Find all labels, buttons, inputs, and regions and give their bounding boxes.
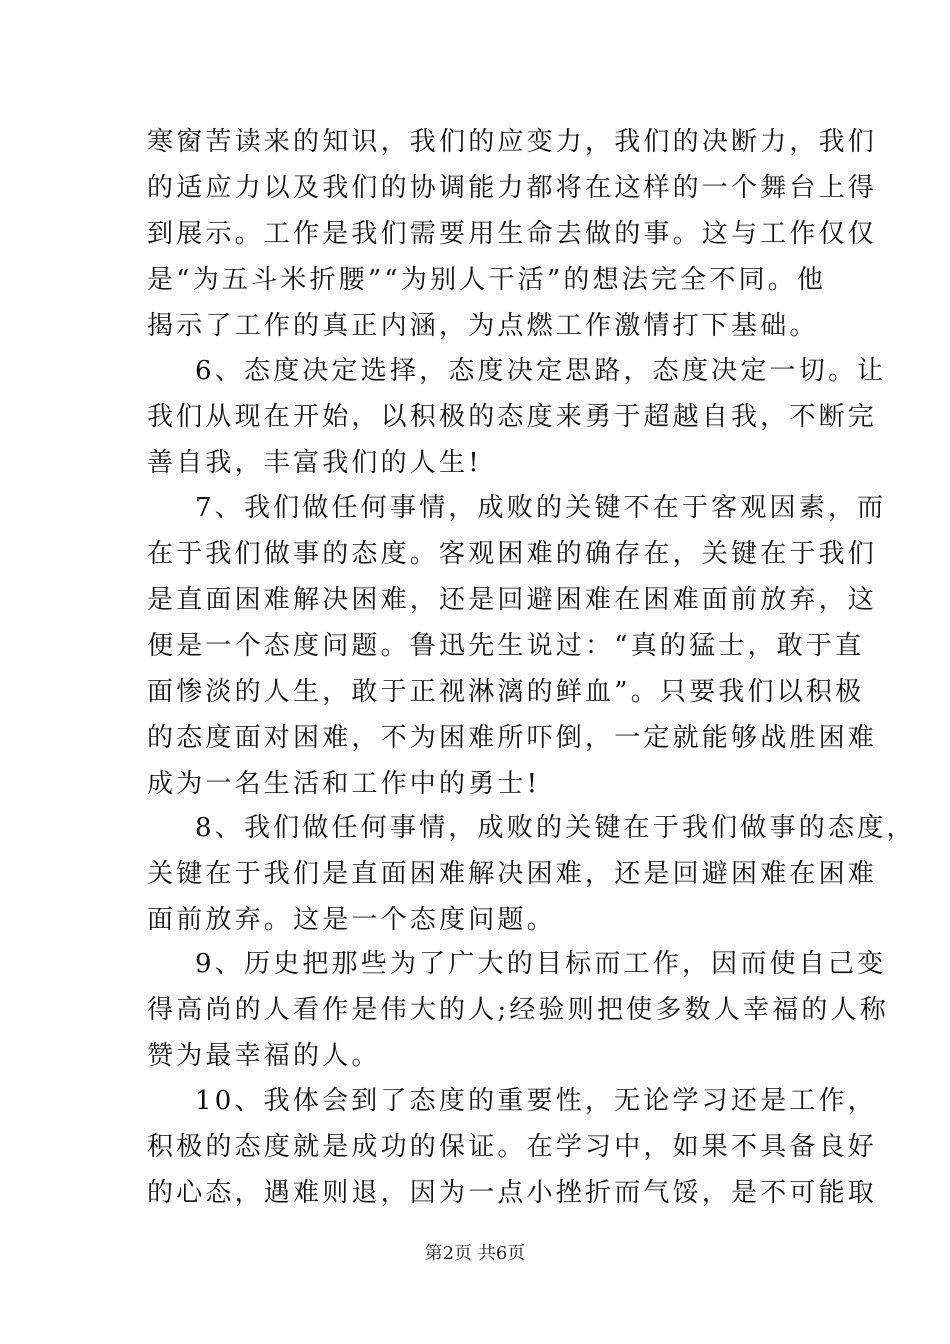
text-line: 面惨淡的人生，敢于正视淋漓的鲜血”。只要我们以积极 bbox=[147, 677, 865, 707]
paragraph-8-first-line: 8、我们做任何事情，成败的关键在于我们做事的态度， bbox=[195, 813, 916, 843]
paragraph-6-first-line: 6、态度决定选择，态度决定思路，态度决定一切。让 bbox=[195, 356, 887, 386]
text-line: 善自我，丰富我们的人生! bbox=[147, 448, 482, 478]
text-line: 积极的态度就是成功的保证。在学习中，如果不具备良好 bbox=[147, 1132, 878, 1162]
text-line: 的适应力以及我们的协调能力都将在这样的一个舞台上得 bbox=[147, 173, 878, 203]
text-line: 面前放弃。这是一个态度问题。 bbox=[147, 905, 556, 935]
text-line: 寒窗苦读来的知识，我们的应变力，我们的决断力，我们 bbox=[147, 127, 878, 157]
text-line: 关键在于我们是直面困难解决困难，还是回避困难在困难 bbox=[147, 859, 878, 889]
paragraph-10-first-line: 10、我体会到了态度的重要性，无论学习还是工作， bbox=[195, 1086, 877, 1116]
page-number-footer: 第2页 共6页 bbox=[424, 1243, 526, 1264]
text-line: 揭示了工作的真正内涵，为点燃工作激情打下基础。 bbox=[147, 311, 819, 341]
text-line: 是“为五斗米折腰”“为别人干活”的想法完全不同。他 bbox=[147, 265, 827, 295]
paragraph-7-first-line: 7、我们做任何事情，成败的关键不在于客观因素，而 bbox=[195, 493, 887, 523]
text-line: 的心态，遇难则退，因为一点小挫折而气馁，是不可能取 bbox=[147, 1178, 878, 1208]
text-line: 到展示。工作是我们需要用生命去做的事。这与工作仅仅 bbox=[147, 219, 878, 249]
text-line: 成为一名生活和工作中的勇士! bbox=[147, 769, 541, 799]
text-line: 在于我们做事的态度。客观困难的确存在，关键在于我们 bbox=[147, 539, 878, 569]
text-line: 便是一个态度问题。鲁迅先生说过：“真的猛士，敢于直 bbox=[147, 631, 865, 661]
text-line: 的态度面对困难，不为困难所吓倒，一定就能够战胜困难 bbox=[147, 723, 878, 753]
text-line: 是直面困难解决困难，还是回避困难在困难面前放弃，这 bbox=[147, 585, 878, 615]
paragraph-9-first-line: 9、历史把那些为了广大的目标而工作，因而使自己变 bbox=[195, 949, 887, 979]
text-line: 赞为最幸福的人。 bbox=[147, 1041, 381, 1071]
text-line: 我们从现在开始，以积极的态度来勇于超越自我，不断完 bbox=[147, 402, 878, 432]
text-line: 得高尚的人看作是伟大的人;经验则把使多数人幸福的人称 bbox=[147, 995, 889, 1025]
